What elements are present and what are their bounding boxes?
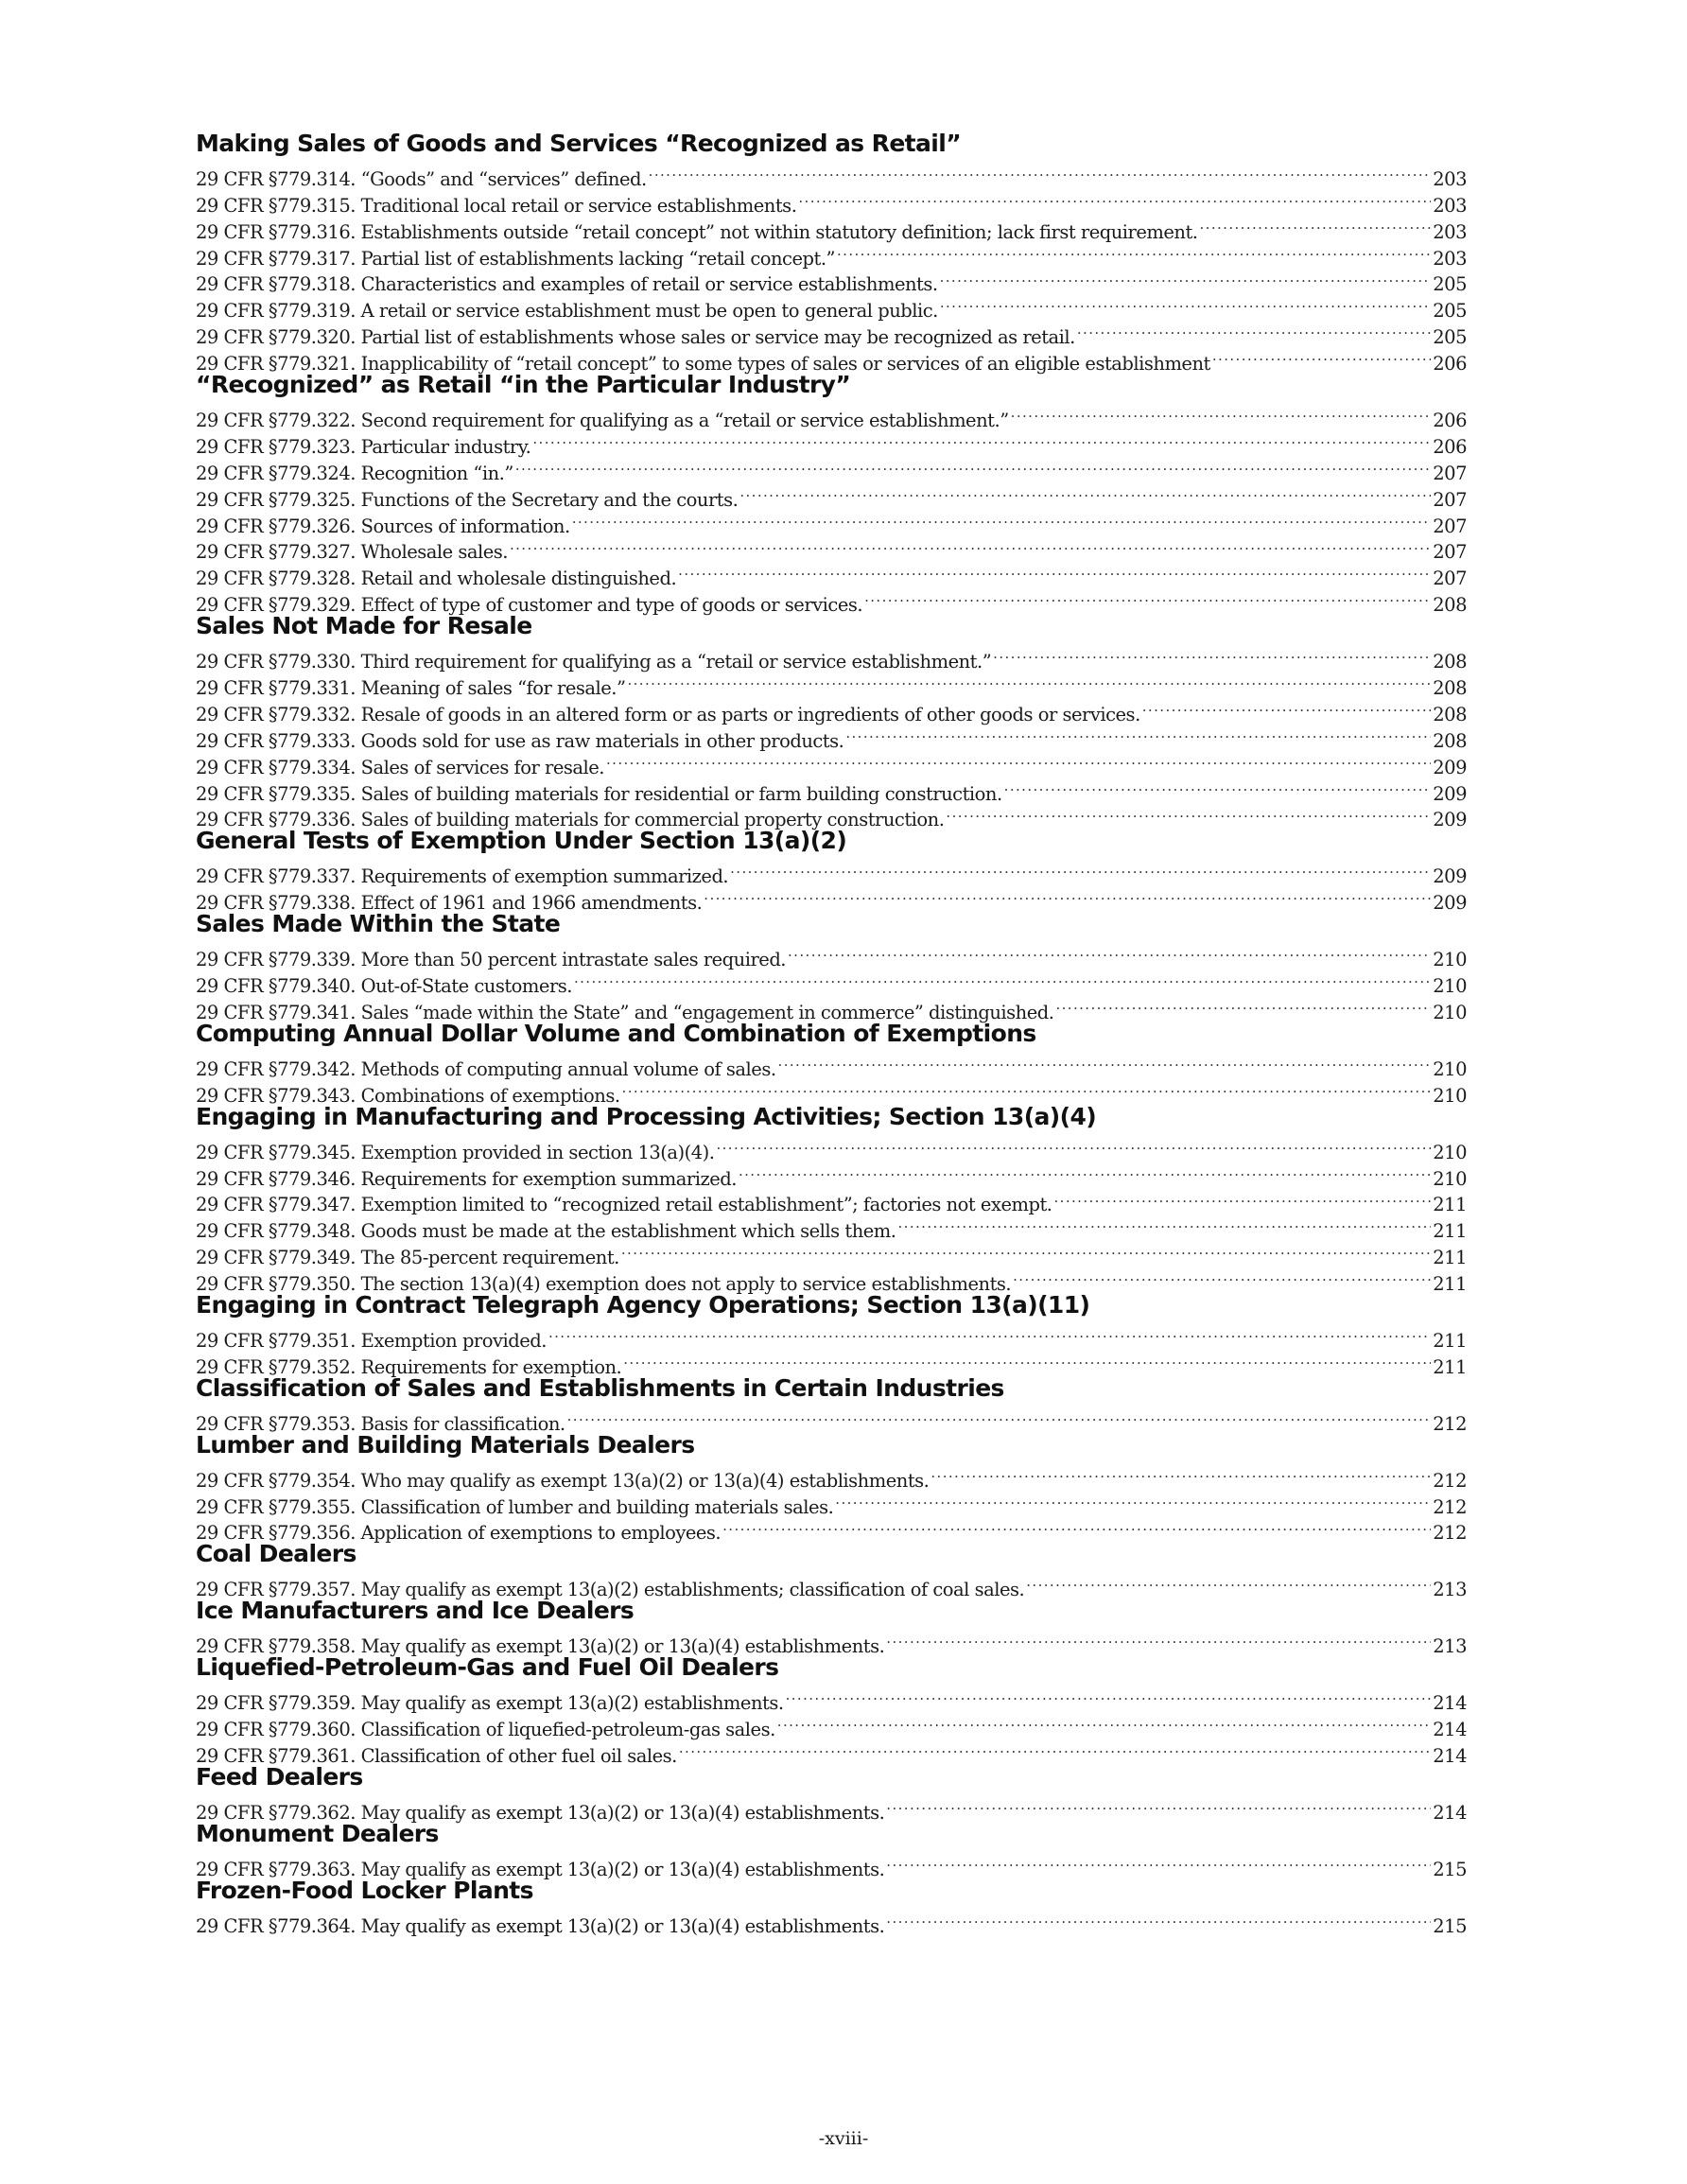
entry-page-number: 205 xyxy=(1433,326,1467,349)
entry-page-number: 211 xyxy=(1433,1355,1467,1378)
dot-leader xyxy=(1142,694,1432,721)
entry-title: 29 CFR §779.338. Effect of 1961 and 1966 amendments. xyxy=(196,892,703,915)
entry-page-number: 207 xyxy=(1433,462,1467,484)
dot-leader xyxy=(886,1849,1431,1876)
dot-leader xyxy=(739,480,1431,506)
entry-title: 29 CFR §779.359. May qualify as exempt 13(a)(2) establishments. xyxy=(196,1692,784,1715)
entry-page-number: 209 xyxy=(1433,892,1467,915)
toc-entry[interactable] xyxy=(196,1460,1467,1492)
entry-title: 29 CFR §779.321. Inapplicability of “retail concept” to some types of sales or services of an eligible establishment xyxy=(196,353,1210,376)
entry-title: 29 CFR §779.314. “Goods” and “services” defined. xyxy=(196,167,647,190)
entry-page-number: 207 xyxy=(1433,515,1467,537)
dot-leader xyxy=(649,159,1432,185)
entry-title: 29 CFR §779.320. Partial list of establishments whose sales or service may be recognized as retail. xyxy=(196,326,1075,349)
entry-page-number: 209 xyxy=(1433,865,1467,888)
section-heading: Computing Annual Dollar Volume and Combination of Exemptions xyxy=(196,1019,1036,1047)
dot-leader xyxy=(730,856,1431,882)
section-heading: Feed Dealers xyxy=(196,1762,363,1791)
dot-leader xyxy=(788,939,1431,966)
entry-title: 29 CFR §779.351. Exemption provided. xyxy=(196,1329,547,1352)
dot-leader xyxy=(704,882,1431,909)
entry-page-number: 210 xyxy=(1433,1001,1467,1023)
toc-section xyxy=(196,1876,1467,1937)
toc-section xyxy=(196,1290,1467,1378)
entry-page-number: 210 xyxy=(1433,949,1467,971)
entry-page-number: 203 xyxy=(1433,247,1467,270)
toc-section xyxy=(196,1102,1467,1296)
entry-title: 29 CFR §779.325. Functions of the Secretary and the courts. xyxy=(196,488,739,511)
entry-page-number: 210 xyxy=(1433,1084,1467,1107)
dot-leader xyxy=(532,427,1431,453)
entry-title: 29 CFR §779.319. A retail or service establishment must be open to general public. xyxy=(196,300,938,323)
dot-leader xyxy=(898,1211,1432,1237)
entry-page-number: 214 xyxy=(1433,1718,1467,1740)
dot-leader xyxy=(679,1736,1431,1762)
toc-section xyxy=(196,826,1467,915)
entry-title: 29 CFR §779.318. Characteristics and examples of retail or service establishments. xyxy=(196,273,938,296)
dot-leader xyxy=(548,1320,1431,1347)
entry-page-number: 207 xyxy=(1433,488,1467,511)
toc-section xyxy=(196,1430,1467,1545)
entry-page-number: 203 xyxy=(1433,194,1467,217)
entry-title: 29 CFR §779.345. Exemption provided in section 13(a)(4). xyxy=(196,1141,715,1163)
dot-leader xyxy=(722,1513,1431,1540)
entry-page-number: 205 xyxy=(1433,300,1467,323)
entry-page-number: 207 xyxy=(1433,568,1467,590)
entry-title: 29 CFR §779.339. More than 50 percent intrastate sales required. xyxy=(196,949,787,971)
toc-entry[interactable] xyxy=(196,641,1467,673)
toc-entry[interactable] xyxy=(196,1569,1467,1601)
dot-leader xyxy=(886,1626,1431,1652)
entry-page-number: 212 xyxy=(1433,1469,1467,1492)
entry-page-number: 203 xyxy=(1433,167,1467,190)
entry-page-number: 211 xyxy=(1433,1194,1467,1216)
entry-page-number: 209 xyxy=(1433,756,1467,778)
entry-page-number: 215 xyxy=(1433,1914,1467,1937)
toc-entry[interactable] xyxy=(196,1683,1467,1715)
toc-entry[interactable] xyxy=(196,1404,1467,1435)
toc-section xyxy=(196,1819,1467,1880)
dot-leader xyxy=(572,506,1432,533)
dot-leader xyxy=(716,1132,1431,1159)
entry-title: 29 CFR §779.337. Requirements of exemption summarized. xyxy=(196,865,729,888)
entry-title: 29 CFR §779.342. Methods of computing annual volume of sales. xyxy=(196,1057,776,1080)
section-heading: Engaging in Contract Telegraph Agency Operations; Section 13(a)(11) xyxy=(196,1291,1090,1319)
entry-page-number: 205 xyxy=(1433,273,1467,296)
entry-title: 29 CFR §779.364. May qualify as exempt 13(a)(2) or 13(a)(4) establishments. xyxy=(196,1914,885,1937)
dot-leader xyxy=(837,238,1431,265)
entry-title: 29 CFR §779.326. Sources of information. xyxy=(196,515,570,537)
dot-leader xyxy=(739,1159,1431,1185)
dot-leader xyxy=(993,641,1431,668)
entry-title: 29 CFR §779.347. Exemption limited to “recognized retail establishment”; factories not exempt. xyxy=(196,1194,1052,1216)
section-heading: Lumber and Building Materials Dealers xyxy=(196,1430,695,1459)
dot-leader xyxy=(940,290,1431,317)
entry-title: 29 CFR §779.335. Sales of building materials for residential or farm building construction. xyxy=(196,782,1002,805)
entry-title: 29 CFR §779.346. Requirements for exemption summarized. xyxy=(196,1167,737,1190)
section-heading: Frozen-Food Locker Plants xyxy=(196,1876,533,1904)
entry-page-number: 203 xyxy=(1433,220,1467,243)
dot-leader xyxy=(930,1460,1431,1487)
toc-section xyxy=(196,129,1467,376)
entry-page-number: 213 xyxy=(1433,1635,1467,1658)
entry-page-number: 208 xyxy=(1433,729,1467,752)
entry-title: 29 CFR §779.323. Particular industry. xyxy=(196,435,531,458)
toc-entry[interactable] xyxy=(196,939,1467,971)
entry-page-number: 215 xyxy=(1433,1858,1467,1880)
entry-title: 29 CFR §779.355. Classification of lumber and building materials sales. xyxy=(196,1495,834,1518)
dot-leader xyxy=(621,1237,1431,1264)
dot-leader xyxy=(845,721,1431,747)
toc-section xyxy=(196,370,1467,617)
entry-page-number: 214 xyxy=(1433,1744,1467,1767)
entry-title: 29 CFR §779.363. May qualify as exempt 13(a)(2) or 13(a)(4) establishments. xyxy=(196,1858,885,1880)
entry-page-number: 208 xyxy=(1433,594,1467,617)
section-heading: Ice Manufacturers and Ice Dealers xyxy=(196,1597,635,1625)
dot-leader xyxy=(1200,212,1432,238)
section-heading: “Recognized” as Retail “in the Particular Industry” xyxy=(196,371,851,399)
toc-section xyxy=(196,1652,1467,1767)
entry-title: 29 CFR §779.327. Wholesale sales. xyxy=(196,541,508,564)
dot-leader xyxy=(1011,400,1432,427)
dot-leader xyxy=(678,558,1431,585)
toc-section xyxy=(196,1596,1467,1658)
entry-title: 29 CFR §779.317. Partial list of establishments lacking “retail concept.” xyxy=(196,247,835,270)
entry-title: 29 CFR §779.343. Combinations of exemptions. xyxy=(196,1084,620,1107)
entry-page-number: 206 xyxy=(1433,410,1467,432)
entry-title: 29 CFR §779.315. Traditional local retail or service establishments. xyxy=(196,194,797,217)
entry-page-number: 210 xyxy=(1433,975,1467,998)
toc-entry[interactable] xyxy=(196,1049,1467,1080)
dot-leader xyxy=(940,265,1432,291)
dot-leader xyxy=(574,966,1431,992)
toc-entry[interactable] xyxy=(196,1320,1467,1352)
section-heading: Monument Dealers xyxy=(196,1819,439,1847)
entry-page-number: 206 xyxy=(1433,353,1467,376)
toc-entry[interactable] xyxy=(196,1626,1467,1658)
dot-leader xyxy=(786,1683,1432,1709)
toc-entry[interactable] xyxy=(196,400,1467,432)
toc-section xyxy=(196,1373,1467,1435)
entry-page-number: 211 xyxy=(1433,1247,1467,1269)
entry-title: 29 CFR §779.332. Resale of goods in an altered form or as parts or ingredients of other goods or services. xyxy=(196,703,1140,725)
toc-entry[interactable] xyxy=(196,1792,1467,1824)
entry-page-number: 209 xyxy=(1433,809,1467,831)
entry-title: 29 CFR §779.360. Classification of liquefied-petroleum-gas sales. xyxy=(196,1718,775,1740)
entry-title: 29 CFR §779.340. Out-of-State customers. xyxy=(196,975,572,998)
section-heading: Sales Not Made for Resale xyxy=(196,612,532,640)
entry-page-number: 206 xyxy=(1433,435,1467,458)
entry-title: 29 CFR §779.354. Who may qualify as exempt 13(a)(2) or 13(a)(4) establishments. xyxy=(196,1469,930,1492)
toc-entry[interactable] xyxy=(196,1849,1467,1880)
dot-leader xyxy=(1004,774,1432,800)
entry-title: 29 CFR §779.357. May qualify as exempt 13(a)(2) establishments; classification of coal sales. xyxy=(196,1579,1025,1601)
entry-title: 29 CFR §779.352. Requirements for exemption. xyxy=(196,1355,622,1378)
entry-page-number: 210 xyxy=(1433,1167,1467,1190)
dot-leader xyxy=(886,1792,1431,1819)
dot-leader xyxy=(515,453,1431,480)
entry-page-number: 211 xyxy=(1433,1273,1467,1296)
toc-entry[interactable] xyxy=(196,1906,1467,1937)
dot-leader xyxy=(777,1709,1431,1736)
entry-page-number: 212 xyxy=(1433,1522,1467,1545)
entry-page-number: 208 xyxy=(1433,677,1467,700)
toc-entry[interactable] xyxy=(196,1132,1467,1163)
section-heading: Engaging in Manufacturing and Processing Activities; Section 13(a)(4) xyxy=(196,1102,1097,1130)
dot-leader xyxy=(798,185,1431,212)
toc-section xyxy=(196,1762,1467,1824)
section-heading: Liquefied-Petroleum-Gas and Fuel Oil Dealers xyxy=(196,1653,779,1682)
entry-title: 29 CFR §779.334. Sales of services for resale. xyxy=(196,756,604,778)
entry-page-number: 208 xyxy=(1433,703,1467,725)
entry-page-number: 207 xyxy=(1433,541,1467,564)
entry-page-number: 208 xyxy=(1433,651,1467,673)
toc-section xyxy=(196,611,1467,831)
dot-leader xyxy=(1055,992,1431,1019)
entry-page-number: 210 xyxy=(1433,1141,1467,1163)
toc-entry[interactable] xyxy=(196,159,1467,190)
entry-title: 29 CFR §779.333. Goods sold for use as raw materials in other products. xyxy=(196,729,844,752)
section-heading: Classification of Sales and Establishments in Certain Industries xyxy=(196,1373,1004,1402)
entry-page-number: 214 xyxy=(1433,1801,1467,1824)
table-of-contents xyxy=(196,129,1467,1937)
entry-page-number: 213 xyxy=(1433,1579,1467,1601)
dot-leader xyxy=(1077,317,1431,343)
entry-title: 29 CFR §779.324. Recognition “in.” xyxy=(196,462,513,484)
entry-title: 29 CFR §779.353. Basis for classification. xyxy=(196,1412,565,1435)
toc-section xyxy=(196,909,1467,1023)
section-heading: Making Sales of Goods and Services “Recognized as Retail” xyxy=(196,130,962,157)
entry-title: 29 CFR §779.336. Sales of building materials for commercial property construction. xyxy=(196,809,945,831)
entry-page-number: 214 xyxy=(1433,1692,1467,1715)
entry-page-number: 210 xyxy=(1433,1057,1467,1080)
dot-leader xyxy=(627,668,1431,694)
entry-title: 29 CFR §779.358. May qualify as exempt 13(a)(2) or 13(a)(4) establishments. xyxy=(196,1635,885,1658)
entry-page-number: 212 xyxy=(1433,1412,1467,1435)
dot-leader xyxy=(1013,1264,1431,1290)
dot-leader xyxy=(1054,1185,1432,1212)
entry-title: 29 CFR §779.362. May qualify as exempt 13(a)(2) or 13(a)(4) establishments. xyxy=(196,1801,885,1824)
entry-title: 29 CFR §779.341. Sales “made within the State” and “engagement in commerce” distinguished. xyxy=(196,1001,1054,1023)
dot-leader xyxy=(510,533,1431,559)
entry-title: 29 CFR §779.329. Effect of type of customer and type of goods or services. xyxy=(196,594,863,617)
entry-page-number: 211 xyxy=(1433,1329,1467,1352)
dot-leader xyxy=(946,800,1431,827)
entry-title: 29 CFR §779.348. Goods must be made at the establishment which sells them. xyxy=(196,1220,896,1243)
toc-entry[interactable] xyxy=(196,856,1467,888)
dot-leader xyxy=(1026,1569,1431,1596)
dot-leader xyxy=(1212,343,1431,370)
section-heading: Coal Dealers xyxy=(196,1540,357,1568)
dot-leader xyxy=(606,747,1431,774)
entry-title: 29 CFR §779.331. Meaning of sales “for resale.” xyxy=(196,677,626,700)
entry-title: 29 CFR §779.349. The 85-percent requirement. xyxy=(196,1247,619,1269)
dot-leader xyxy=(567,1404,1432,1430)
dot-leader xyxy=(778,1049,1432,1075)
entry-title: 29 CFR §779.322. Second requirement for qualifying as a “retail or service establishment.” xyxy=(196,410,1009,432)
page-number: -xviii- xyxy=(818,2128,869,2149)
entry-title: 29 CFR §779.330. Third requirement for qualifying as a “retail or service establishment.” xyxy=(196,651,992,673)
dot-leader xyxy=(864,585,1431,611)
toc-section xyxy=(196,1019,1467,1107)
entry-page-number: 212 xyxy=(1433,1495,1467,1518)
entry-title: 29 CFR §779.316. Establishments outside “retail concept” not within statutory definition; lack first requirement. xyxy=(196,220,1198,243)
dot-leader xyxy=(622,1075,1432,1102)
section-heading: General Tests of Exemption Under Section 13(a)(2) xyxy=(196,827,847,855)
dot-leader xyxy=(623,1347,1431,1373)
toc-section xyxy=(196,1539,1467,1601)
entry-title: 29 CFR §779.328. Retail and wholesale distinguished. xyxy=(196,568,677,590)
entry-page-number: 211 xyxy=(1433,1220,1467,1243)
section-heading: Sales Made Within the State xyxy=(196,910,561,938)
dot-leader xyxy=(835,1487,1431,1513)
dot-leader xyxy=(886,1906,1431,1932)
entry-page-number: 209 xyxy=(1433,782,1467,805)
entry-title: 29 CFR §779.350. The section 13(a)(4) exemption does not apply to service establishments. xyxy=(196,1273,1012,1296)
entry-title: 29 CFR §779.356. Application of exemptions to employees. xyxy=(196,1522,722,1545)
entry-title: 29 CFR §779.361. Classification of other fuel oil sales. xyxy=(196,1744,677,1767)
